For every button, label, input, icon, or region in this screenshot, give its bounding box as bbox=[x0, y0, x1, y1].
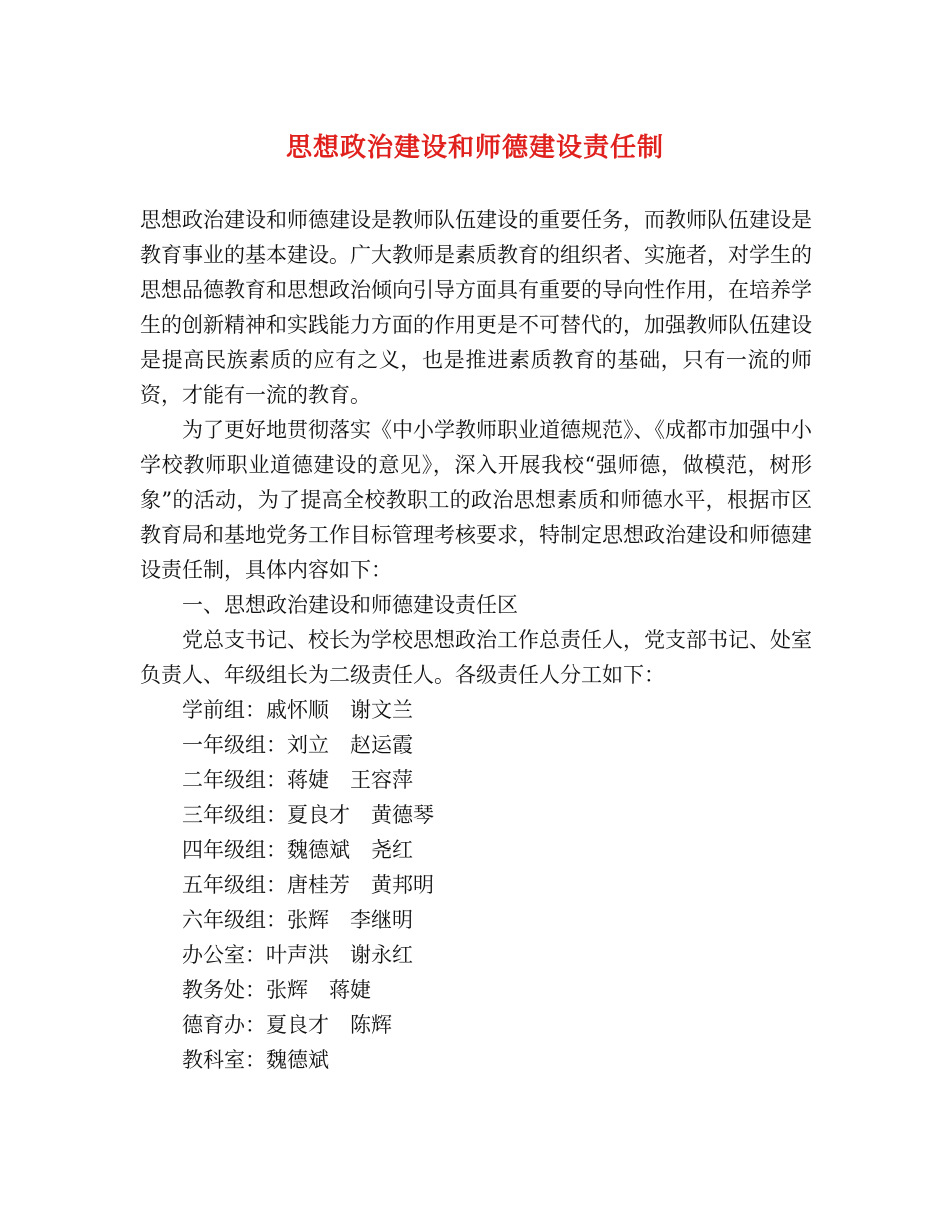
assignment-line: 三年级组：夏良才 黄德琴 bbox=[182, 803, 434, 827]
assignment-line: 五年级组：唐桂芳 黄邦明 bbox=[182, 873, 434, 897]
document-body bbox=[140, 203, 812, 1078]
intro-paragraph: 思想政治建设和师德建设是教师队伍建设的重要任务，而教师队伍建设是教育事业的基本建设。广大教师是素质教育的组织者、实施者，对学生的思想品德教育和思想政治倾向引导方面具有重要的导向性作用，在培养学生的创新精神和实践能力方面的作用更是不可替代的，加强教师队伍建设是提高民族素质的应有之义，也是推进素质教育的基础，只有一流的师资，才能有一流的教育。 bbox=[140, 208, 812, 407]
assignment-line: 六年级组：张辉 李继明 bbox=[182, 908, 413, 932]
assignment-line: 德育办：夏良才 陈辉 bbox=[182, 1013, 392, 1037]
assignment-line: 一年级组：刘立 赵运霞 bbox=[182, 733, 413, 757]
assignment-line: 办公室：叶声洪 谢永红 bbox=[182, 943, 413, 967]
responsibility-paragraph: 党总支书记、校长为学校思想政治工作总责任人，党支部书记、处室负责人、年级组长为二级责任人。各级责任人分工如下： bbox=[140, 628, 812, 687]
assignment-line: 二年级组：蒋婕 王容萍 bbox=[182, 768, 413, 792]
assignment-line: 教务处：张辉 蒋婕 bbox=[182, 978, 371, 1002]
document-title: 思想政治建设和师德建设责任制 bbox=[285, 133, 664, 163]
purpose-paragraph: 为了更好地贯彻落实《中小学教师职业道德规范》、《成都市加强中小学校教师职业道德建设的意见》，深入开展我校“强师德，做模范，树形象”的活动，为了提高全校教职工的政治思想素质和师德水平，根据市区教育局和基地党务工作目标管理考核要求，特制定思想政治建设和师德建设责任制，具体内容如下： bbox=[140, 418, 812, 582]
assignment-line: 四年级组：魏德斌 尧红 bbox=[182, 838, 413, 862]
assignment-line: 教科室：魏德斌 bbox=[182, 1048, 329, 1072]
assignment-line: 学前组：戚怀顺 谢文兰 bbox=[182, 698, 413, 722]
section-heading: 一、思想政治建设和师德建设责任区 bbox=[182, 593, 518, 617]
